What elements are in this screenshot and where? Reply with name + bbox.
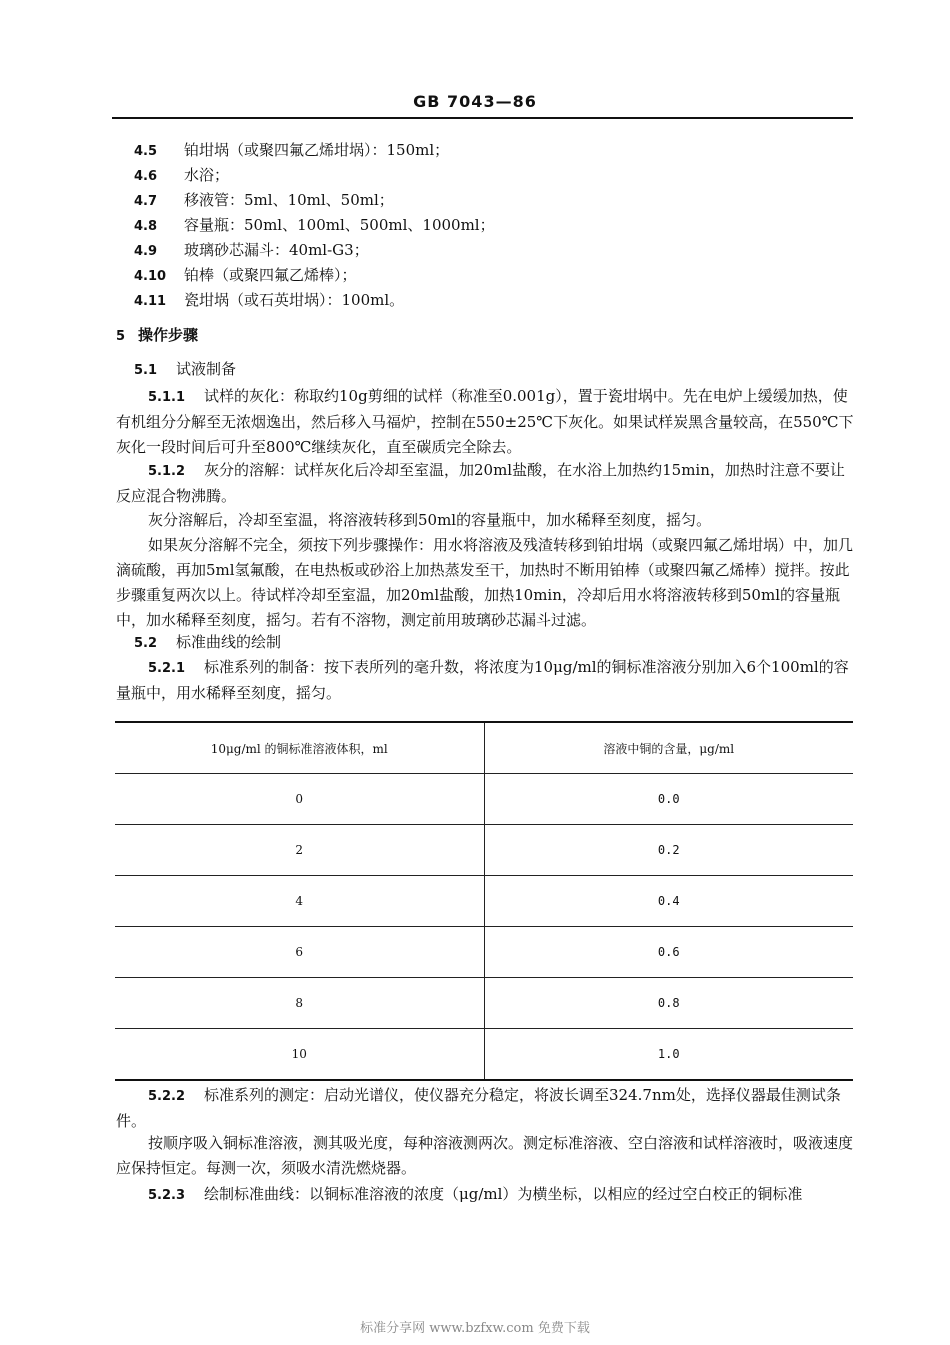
table-cell-volume: 10 xyxy=(291,1047,307,1061)
item-text: 水浴； xyxy=(184,166,230,184)
table-cell-volume: 8 xyxy=(295,996,304,1010)
table-cell-volume: 0 xyxy=(295,792,304,806)
table-header-volume: 10μg/ml 的铜标准溶液体积，ml xyxy=(210,741,388,756)
item-4-7 xyxy=(134,190,394,212)
table-row xyxy=(115,927,853,978)
header-rule xyxy=(112,117,853,119)
item-text: 瓷坩埚（或石英坩埚）：100ml。 xyxy=(184,291,405,309)
clause-text: 标准系列的制备：按下表所列的毫升数，将浓度为10μg/ml的铜标准溶液分别加入6个100ml的容量瓶中，用水稀释至刻度，摇匀。 xyxy=(116,658,849,702)
clause-number: 5.1.1 xyxy=(148,390,186,405)
section-number: 5.1 xyxy=(134,363,158,378)
table-header-row xyxy=(115,722,853,774)
paragraph-measure: 按顺序吸入铜标准溶液，测其吸光度，每种溶液测两次。测定标准溶液、空白溶液和试样溶液时，吸液速度应保持恒定。每测一次，须吸水清洗燃烧器。 xyxy=(116,1134,854,1177)
table-cell-content: 0.2 xyxy=(484,825,853,876)
item-number: 4.7 xyxy=(134,194,158,209)
paragraph-5-1-2 xyxy=(116,458,854,509)
clause-number: 5.2.3 xyxy=(148,1188,186,1203)
clause-number: 5.2.1 xyxy=(148,661,186,676)
clause-text: 灰分的溶解：试样灰化后冷却至室温，加20ml盐酸，在水浴上加热约15min，加热时注意不要让反应混合物沸腾。 xyxy=(116,461,845,505)
table-cell-volume: 4 xyxy=(295,894,304,908)
section-title: 标准曲线的绘制 xyxy=(176,633,282,651)
item-4-6 xyxy=(134,165,229,187)
item-text: 容量瓶：50ml、100ml、500ml、1000ml； xyxy=(184,216,495,234)
table-row xyxy=(115,825,853,876)
item-number: 4.10 xyxy=(134,269,167,284)
paragraph-5-2-3 xyxy=(116,1182,854,1208)
item-text: 铂坩埚（或聚四氟乙烯坩埚）：150ml； xyxy=(184,141,450,159)
table-row xyxy=(115,978,853,1029)
table-header-content: 溶液中铜的含量，μg/ml xyxy=(484,722,853,774)
table-cell-volume: 2 xyxy=(295,843,304,857)
section-number: 5 xyxy=(116,329,126,344)
section-5-heading xyxy=(116,325,198,347)
document-code-header: GB 7043—86 xyxy=(413,92,537,111)
item-number: 4.11 xyxy=(134,294,167,309)
clause-text: 绘制标准曲线：以铜标准溶液的浓度（μg/ml）为横坐标，以相应的经过空白校正的铜标准 xyxy=(204,1185,803,1203)
clause-number: 5.1.2 xyxy=(148,464,186,479)
table-row xyxy=(115,876,853,927)
table-cell-content: 0.0 xyxy=(484,774,853,825)
table-cell-content: 0.6 xyxy=(484,927,853,978)
item-4-8 xyxy=(134,215,495,237)
clause-text: 试样的灰化：称取约10g剪细的试样（称准至0.001g），置于瓷坩埚中。先在电炉上缓缓加热，使有机组分分解至无浓烟逸出，然后移入马福炉，控制在550±25℃下灰化。如果试样炭黑含量较高，在550℃下灰化一段时间后可升至800℃继续灰化，直至碳质完全除去。 xyxy=(116,387,854,456)
item-4-10 xyxy=(134,265,357,287)
item-text: 玻璃砂芯漏斗：40ml-G3； xyxy=(184,241,369,259)
item-text: 移液管：5ml、10ml、50ml； xyxy=(184,191,394,209)
table-cell-content: 1.0 xyxy=(484,1029,853,1081)
item-number: 4.8 xyxy=(134,219,158,234)
section-5-1-heading xyxy=(134,359,236,381)
paragraph-5-1-1 xyxy=(116,384,854,460)
copper-standard-table xyxy=(115,721,853,1081)
table-row xyxy=(115,774,853,825)
item-text: 铂棒（或聚四氟乙烯棒）； xyxy=(184,266,357,284)
item-number: 4.9 xyxy=(134,244,158,259)
table-cell-content: 0.4 xyxy=(484,876,853,927)
section-5-2-heading xyxy=(134,632,281,654)
item-4-11 xyxy=(134,290,404,312)
item-number: 4.6 xyxy=(134,169,158,184)
paragraph-dissolve-2: 如果灰分溶解不完全，须按下列步骤操作：用水将溶液及残渣转移到铂坩埚（或聚四氟乙烯坩埚）中，加几滴硫酸，再加5ml氢氟酸，在电热板或砂浴上加热蒸发至干，加热时不断用铂棒（或聚四氟乙烯棒）搅拌。按此步骤重复两次以上。待试样冷却至室温，加20ml盐酸，加热10min，冷却后用水将溶液转移到50ml的容量瓶中，加水稀释至刻度，摇匀。若有不溶物，测定前用玻璃砂芯漏斗过滤。 xyxy=(116,536,854,629)
watermark-footer: 标准分享网 www.bzfxw.com 免费下载 xyxy=(360,1321,590,1336)
section-title: 试液制备 xyxy=(176,360,237,378)
paragraph-5-2-2 xyxy=(116,1083,854,1134)
item-number: 4.5 xyxy=(134,144,158,159)
item-4-9 xyxy=(134,240,369,262)
table-row xyxy=(115,1029,853,1081)
section-number: 5.2 xyxy=(134,636,158,651)
clause-text: 标准系列的测定：启动光谱仪，使仪器充分稳定，将波长调至324.7nm处，选择仪器最佳测试条件。 xyxy=(116,1086,841,1130)
clause-number: 5.2.2 xyxy=(148,1089,186,1104)
table-cell-volume: 6 xyxy=(295,945,304,959)
paragraph-dissolve-1: 灰分溶解后，冷却至室温，将溶液转移到50ml的容量瓶中，加水稀释至刻度，摇匀。 xyxy=(148,511,712,529)
paragraph-5-2-1 xyxy=(116,655,854,706)
table-cell-content: 0.8 xyxy=(484,978,853,1029)
section-title: 操作步骤 xyxy=(138,326,199,344)
item-4-5 xyxy=(134,140,449,162)
